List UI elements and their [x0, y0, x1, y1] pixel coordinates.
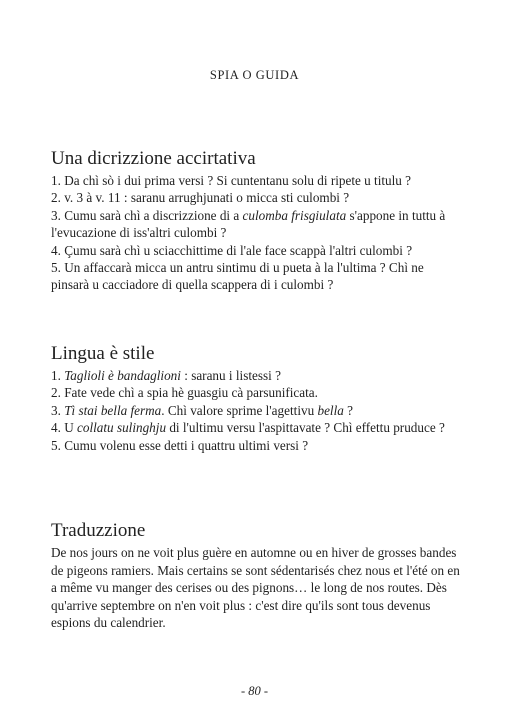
- question-4: 4. U collatu sulinghju di l'ultimu versu l'aspittavate ? Chì effettu pruduce ?: [51, 420, 445, 436]
- question-2: 2. v. 3 à v. 11 : saranu arrughjunati o micca sti culombi ?: [51, 190, 350, 206]
- question-3: 3. Tì stai bella ferma. Chì valore sprime l'agettivu bella ?: [51, 402, 353, 418]
- question-5: 5. Un affaccarà micca un antru sintimu di u pueta à la l'ultima ? Chì ne pinsarà u cacciadore di quella scappera di i culombi ?: [51, 260, 424, 293]
- question-5: 5. Cumu volenu esse detti i quattru ultimi versi ?: [51, 437, 309, 453]
- question-1: 1. Da chì sò i dui prima versi ? Si cuntentanu solu di ripete u titulu ?: [51, 173, 412, 188]
- question-4: 4. Çumu sarà chì u sciacchittime di l'ale face scappà l'altri culombi ?: [51, 242, 413, 258]
- page-number: - 80 -: [240, 684, 269, 698]
- section-description: [51, 148, 463, 294]
- section-language-style: [51, 343, 463, 454]
- section-title: Traduzzione: [51, 520, 146, 541]
- translation-paragraph: De nos jours on ne voit plus guère en automne ou en hiver de grosses bandes de pigeons ramiers. Mais certains se sont sédentarisés chez nous et l'été on en a même vu manger des cerises ou des pignons… le long de nos routes. Dès qu'arrive septembre on n'en voit plus : c'est dire qu'ils sont tous devenus espions du calendrier.: [51, 545, 460, 631]
- section-translation: [51, 520, 463, 632]
- section-title: Lingua è stile: [51, 343, 155, 364]
- question-2: 2. Fate vede chì a spia hè guasgiu cà parsunificata.: [51, 385, 318, 401]
- question-3: 3. Cumu sarà chì a discrizzione di a culomba frisgiulata s'appone in tuttu à l'evucazione di iss'altri culombi ?: [51, 207, 446, 241]
- question-1: 1. Taglioli è bandaglioni : saranu i listessi ?: [51, 368, 281, 383]
- section-title: Una dicrizzione accirtativa: [51, 148, 256, 169]
- running-header: SPIA O GUIDA: [209, 68, 300, 82]
